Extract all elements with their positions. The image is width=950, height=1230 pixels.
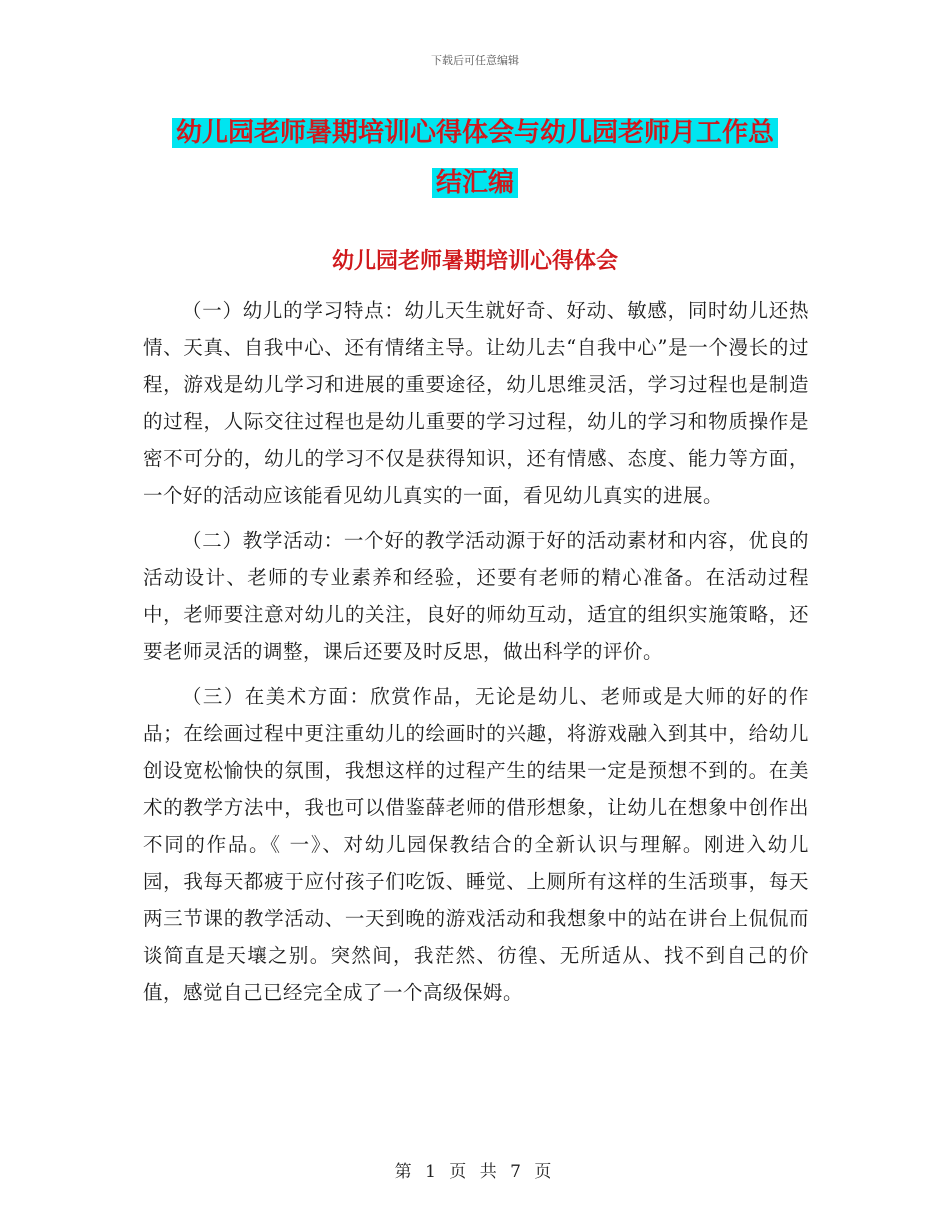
- paragraph-2: （二）教学活动：一个好的教学活动源于好的活动素材和内容，优良的活动设计、老师的专业素养和经验，还要有老师的精心准备。在活动过程中，老师要注意对幼儿的关注，良好的师幼互动，适宜的组织实施策略，还要老师灵活的调整，课后还要及时反思，做出科学的评价。: [143, 529, 809, 663]
- document-title: [0, 108, 950, 208]
- title-line-2: 结汇编: [432, 168, 518, 198]
- page-number: 第 1 页 共 7 页: [394, 1162, 556, 1182]
- title-line-1: 幼儿园老师暑期培训心得体会与幼儿园老师月工作总: [172, 118, 778, 148]
- paragraph-3: （三）在美术方面：欣赏作品，无论是幼儿、老师或是大师的好的作品；在绘画过程中更注重幼儿的绘画时的兴趣，将游戏融入到其中，给幼儿创设宽松愉快的氛围，我想这样的过程产生的结果一定是预想不到的。在美术的教学方法中，我也可以借鉴薛老师的借形想象，让幼儿在想象中创作出不同的作品。《 一》、对幼儿园保教结合的全新认识与理解。刚进入幼儿园，我每天都疲于应付孩子们吃饭、睡觉、上厕所有这样的生活琐事，每天两三节课的教学活动、一天到晚的游戏活动和我想象中的站在讲台上侃侃而谈简直是天壤之别。突然间，我茫然、彷徨、无所适从、找不到自己的价值，感觉自己已经完全成了一个高级保姆。: [143, 685, 809, 1004]
- body-text: [143, 292, 809, 1019]
- header-note: 下载后可任意编辑: [431, 54, 519, 67]
- section-title: 幼儿园老师暑期培训心得体会: [331, 248, 618, 274]
- paragraph-1: （一）幼儿的学习特点：幼儿天生就好奇、好动、敏感，同时幼儿还热情、天真、自我中心、还有情绪主导。让幼儿去“自我中心”是一个漫长的过程，游戏是幼儿学习和进展的重要途径，幼儿思维灵活，学习过程也是制造的过程，人际交往过程也是幼儿重要的学习过程，幼儿的学习和物质操作是密不可分的，幼儿的学习不仅是获得知识，还有情感、态度、能力等方面，一个好的活动应该能看见幼儿真实的一面，看见幼儿真实的进展。: [143, 299, 809, 507]
